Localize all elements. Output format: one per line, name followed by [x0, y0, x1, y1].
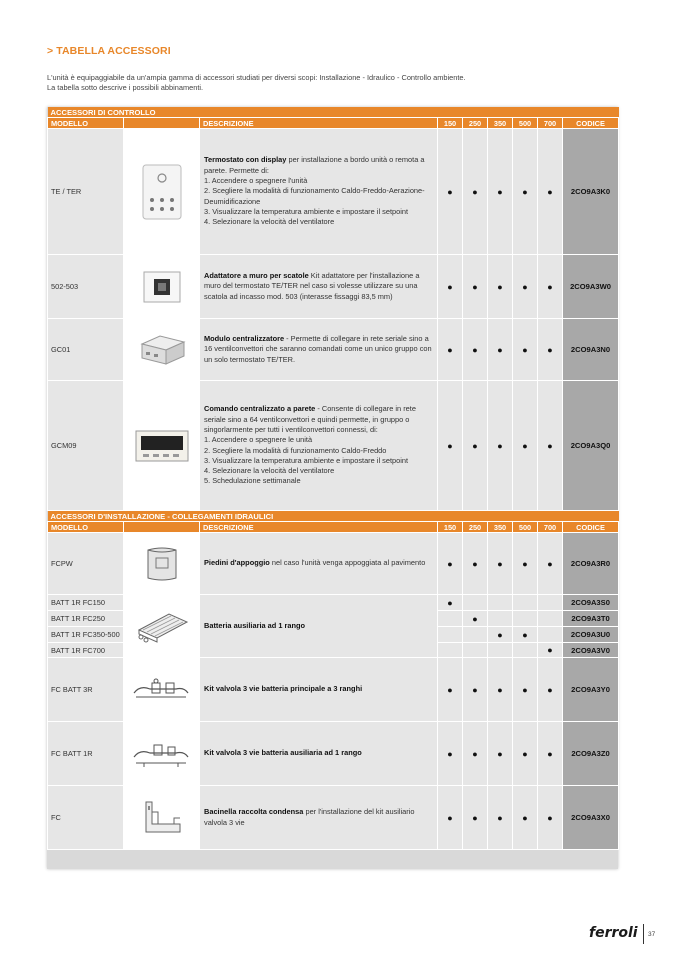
description-cell	[200, 255, 438, 319]
page-number: 37	[648, 931, 656, 938]
compat-dot: ●	[538, 533, 563, 595]
compat-dot: ●	[463, 381, 488, 511]
compat-dot	[513, 595, 538, 611]
compat-dot: ●	[488, 658, 513, 722]
compat-dot: ●	[438, 319, 463, 381]
table-row	[48, 786, 619, 850]
col-description: DESCRIZIONE	[200, 522, 438, 533]
valve-kit-image	[124, 658, 200, 722]
compat-dot	[538, 627, 563, 643]
compat-dot: ●	[463, 255, 488, 319]
central-module-image	[124, 319, 200, 381]
model-cell: BATT 1R FC350-500	[48, 627, 124, 643]
col-size-250: 250	[463, 522, 488, 533]
section-title-control: ACCESSORI DI CONTROLLO	[48, 107, 619, 118]
col-size-350: 350	[488, 522, 513, 533]
model-cell: BATT 1R FC250	[48, 611, 124, 627]
compat-dot	[438, 643, 463, 658]
table-header	[48, 118, 619, 129]
code-cell: 2CO9A3Q0	[563, 381, 619, 511]
compat-dot: ●	[538, 129, 563, 255]
coil-battery-image	[124, 595, 200, 658]
compat-dot: ●	[538, 722, 563, 786]
compat-dot: ●	[538, 786, 563, 850]
compat-dot	[538, 611, 563, 627]
desc-text: - Consente di collegare in rete seriale sino a 64 ventilconvettori e quindi permette, in gruppo o singorlarmente per tutti i ventilconvettori connessi, di:	[204, 404, 416, 434]
compat-dot: ●	[513, 658, 538, 722]
compat-dot	[513, 611, 538, 627]
desc-line: 1. Accendere o spegnere l'unità	[204, 176, 308, 186]
compat-dot: ●	[463, 129, 488, 255]
compat-dot: ●	[513, 381, 538, 511]
model-cell: FCPW	[48, 533, 124, 595]
page-title: > TABELLA ACCESSORI	[47, 45, 171, 57]
compat-dot: ●	[538, 643, 563, 658]
code-cell: 2CO9A3S0	[563, 595, 619, 611]
code-cell: 2CO9A3U0	[563, 627, 619, 643]
code-cell: 2CO9A3R0	[563, 533, 619, 595]
compat-dot	[463, 627, 488, 643]
col-size-150: 150	[438, 118, 463, 129]
table-header	[48, 522, 619, 533]
compat-dot: ●	[488, 255, 513, 319]
brand-name: ferroli	[589, 925, 638, 941]
compat-dot: ●	[488, 319, 513, 381]
col-size-700: 700	[538, 522, 563, 533]
compat-dot: ●	[513, 319, 538, 381]
compat-dot: ●	[488, 722, 513, 786]
model-cell: 502-503	[48, 255, 124, 319]
code-cell: 2CO9A3N0	[563, 319, 619, 381]
compat-dot: ●	[438, 533, 463, 595]
model-cell: GC01	[48, 319, 124, 381]
desc-bold: Kit valvola 3 vie batteria ausiliaria ad 1 rango	[204, 748, 362, 758]
col-image	[124, 522, 200, 533]
col-size-150: 150	[438, 522, 463, 533]
compat-dot: ●	[438, 381, 463, 511]
description-cell	[200, 319, 438, 381]
compat-dot: ●	[438, 722, 463, 786]
compat-dot: ●	[463, 611, 488, 627]
compat-dot: ●	[463, 786, 488, 850]
table-row	[48, 533, 619, 595]
col-size-250: 250	[463, 118, 488, 129]
desc-line: 5. Schedulazione settimanale	[204, 476, 301, 486]
compat-dot: ●	[463, 533, 488, 595]
compat-dot: ●	[463, 319, 488, 381]
table-row	[48, 722, 619, 786]
desc-bold: Comando centralizzato a parete	[204, 404, 316, 414]
accessories-table	[47, 107, 618, 869]
desc-text: Kit adattatore per l'installazione a muro del termostato TE/TER nel caso si volesse utilizzare su una scatola ad incasso mod. 503 (interasse fissaggi 83,5 mm)	[204, 271, 420, 301]
valve-kit-aux-image	[124, 722, 200, 786]
model-cell: GCM09	[48, 381, 124, 511]
col-code: CODICE	[563, 118, 619, 129]
col-size-350: 350	[488, 118, 513, 129]
compat-dot: ●	[463, 722, 488, 786]
drip-tray-image	[124, 786, 200, 850]
col-model: MODELLO	[48, 522, 124, 533]
code-cell: 2CO9A3K0	[563, 129, 619, 255]
ferroli-logo	[589, 925, 638, 941]
col-size-700: 700	[538, 118, 563, 129]
desc-line: 4. Selezionare la velocità del ventilatore	[204, 217, 335, 227]
code-cell: 2CO9A3V0	[563, 643, 619, 658]
compat-dot: ●	[538, 255, 563, 319]
compat-dot: ●	[438, 786, 463, 850]
support-feet-image	[124, 533, 200, 595]
table-row	[48, 658, 619, 722]
desc-line: 3. Visualizzare la temperatura ambiente e impostare il setpoint	[204, 455, 409, 465]
model-cell: BATT 1R FC150	[48, 595, 124, 611]
desc-line: 2. Scegliere la modalità di funzionamento Caldo-Freddo	[204, 445, 387, 455]
compat-dot: ●	[438, 595, 463, 611]
compat-dot	[488, 643, 513, 658]
compat-dot: ●	[513, 627, 538, 643]
col-code: CODICE	[563, 522, 619, 533]
compat-dot: ●	[513, 722, 538, 786]
model-cell: FC	[48, 786, 124, 850]
compat-dot: ●	[488, 533, 513, 595]
desc-bold: Piedini d'appoggio	[204, 558, 270, 568]
desc-text: per l'installazione del kit ausiliario valvola 3 vie	[204, 807, 415, 827]
desc-bold: Batteria ausiliaria ad 1 rango	[204, 620, 306, 630]
model-cell: BATT 1R FC700	[48, 643, 124, 658]
description-cell	[200, 786, 438, 850]
table-row	[48, 319, 619, 381]
compat-dot: ●	[488, 129, 513, 255]
compat-dot	[463, 643, 488, 658]
table-row	[48, 255, 619, 319]
compat-dot	[538, 595, 563, 611]
compat-dot: ●	[438, 255, 463, 319]
desc-bold: Bacinella raccolta condensa	[204, 807, 304, 817]
table-row	[48, 381, 619, 511]
wall-controller-image	[124, 381, 200, 511]
compat-dot	[488, 595, 513, 611]
model-cell: FC BATT 1R	[48, 722, 124, 786]
compat-dot: ●	[488, 627, 513, 643]
compat-dot	[463, 595, 488, 611]
table-row	[48, 129, 619, 255]
desc-bold: Kit valvola 3 vie batteria principale a 3 ranghi	[204, 684, 363, 694]
table-row	[48, 595, 619, 611]
code-cell: 2CO9A3Z0	[563, 722, 619, 786]
compat-dot: ●	[538, 381, 563, 511]
col-image	[124, 118, 200, 129]
col-size-500: 500	[513, 118, 538, 129]
code-cell: 2CO9A3W0	[563, 255, 619, 319]
code-cell: 2CO9A3T0	[563, 611, 619, 627]
compat-dot: ●	[513, 786, 538, 850]
thermostat-image	[124, 129, 200, 255]
footer-divider	[643, 924, 644, 944]
col-model: MODELLO	[48, 118, 124, 129]
col-size-500: 500	[513, 522, 538, 533]
intro-line-1: L'unità è equipaggiabile da un'ampia gamma di accessori studiati per diversi scopi: Installazione - Idraulico - Controllo ambiente.	[47, 73, 466, 82]
description-cell	[200, 129, 438, 255]
compat-dot: ●	[488, 786, 513, 850]
desc-line: 3. Visualizzare la temperatura ambiente e impostare il setpoint	[204, 206, 409, 216]
description-cell	[200, 658, 438, 722]
description-cell	[200, 722, 438, 786]
description-cell	[200, 595, 438, 658]
desc-line: 1. Accendere o spegnere le unità	[204, 435, 313, 445]
description-cell	[200, 381, 438, 511]
compat-dot: ●	[463, 658, 488, 722]
compat-dot: ●	[538, 658, 563, 722]
compat-dot: ●	[438, 129, 463, 255]
compat-dot: ●	[538, 319, 563, 381]
desc-text: nel caso l'unità venga appoggiata al pavimento	[269, 558, 426, 568]
wall-adapter-image	[124, 255, 200, 319]
col-description: DESCRIZIONE	[200, 118, 438, 129]
compat-dot	[438, 611, 463, 627]
compat-dot	[488, 611, 513, 627]
desc-line: 2. Scegliere la modalità di funzionamento Caldo-Freddo-Aerazione-Deumidificazione	[204, 186, 425, 206]
intro-line-2: La tabella sotto descrive i possibili abbinamenti.	[47, 83, 204, 92]
model-cell: TE / TER	[48, 129, 124, 255]
desc-bold: Termostato con display	[204, 155, 287, 165]
compat-dot: ●	[438, 658, 463, 722]
desc-text: - Permette di collegare in rete seriale sino a 16 ventilconvettori che saranno comandati come un unico gruppo con un solo termostato TE/TER.	[204, 334, 432, 364]
desc-text: per installazione a bordo unità o remota a parete. Permette di:	[204, 155, 425, 175]
compat-dot: ●	[513, 255, 538, 319]
intro-text	[47, 73, 647, 93]
code-cell: 2CO9A3X0	[563, 786, 619, 850]
compat-dot: ●	[513, 129, 538, 255]
desc-line: 4. Selezionare la velocità del ventilatore	[204, 466, 335, 476]
desc-bold: Adattatore a muro per scatole	[204, 271, 309, 281]
code-cell: 2CO9A3Y0	[563, 658, 619, 722]
compat-dot: ●	[488, 381, 513, 511]
desc-bold: Modulo centralizzatore	[204, 334, 285, 344]
compat-dot	[513, 643, 538, 658]
description-cell	[200, 533, 438, 595]
compat-dot	[438, 627, 463, 643]
model-cell: FC BATT 3R	[48, 658, 124, 722]
section-title-installation: ACCESSORI D'INSTALLAZIONE - COLLEGAMENTI IDRAULICI	[48, 511, 619, 522]
compat-dot: ●	[513, 533, 538, 595]
